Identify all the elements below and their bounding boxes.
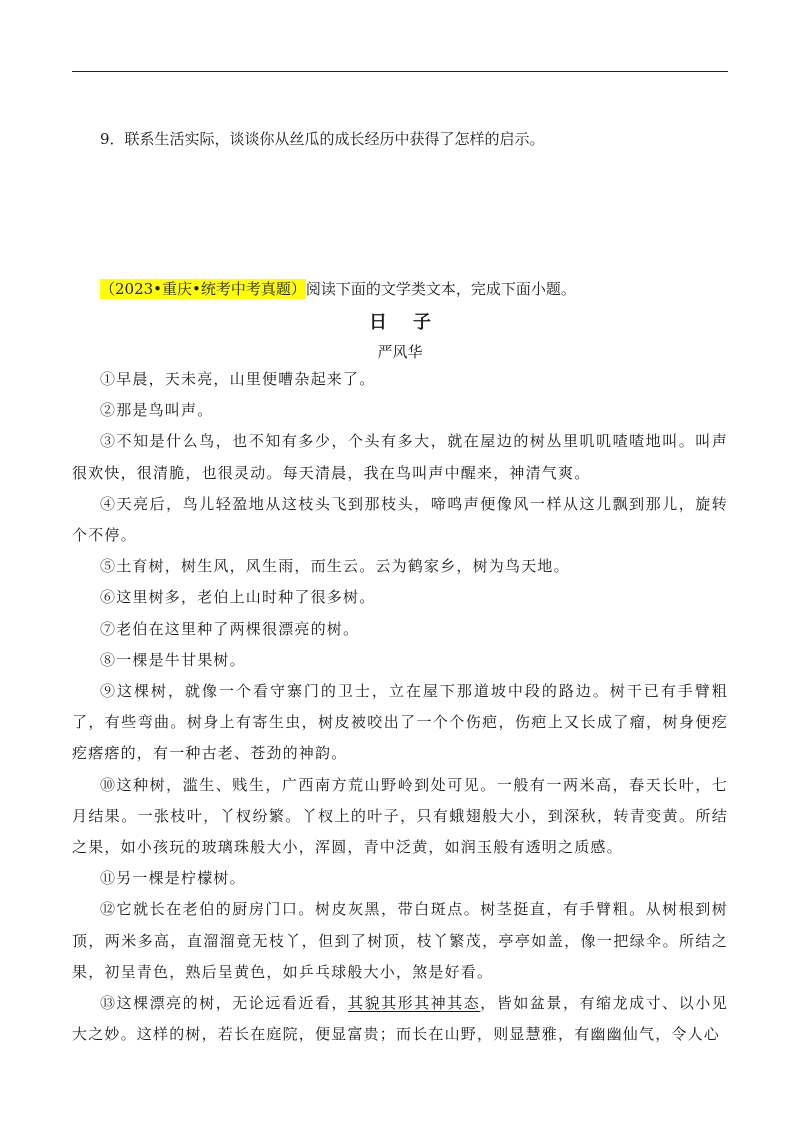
paragraph-12: ⑫它就长在老伯的厨房门口。树皮灰黑，带白斑点。树茎挺直，有手臂粗。从树根到树顶，两米多高，直溜溜竟无枝丫，但到了树顶，枝丫繁茂，亭亭如盖，像一把绿伞。所结之果，初呈青色，熟后呈黄色，如乒乓球般大小，煞是好看。 bbox=[72, 900, 728, 981]
paragraph-13 bbox=[72, 988, 728, 1050]
article-title: 日子 bbox=[369, 312, 457, 333]
paragraph-1: ①早晨，天未亮，山里便嘈杂起来了。 bbox=[100, 370, 376, 388]
paragraph-7: ⑦老伯在这里种了两棵很漂亮的树。 bbox=[100, 619, 360, 638]
paragraph-13-lead: ⑬这棵漂亮的树，无论远看近看， bbox=[100, 994, 349, 1013]
paragraph-6: ⑥这里树多，老伯上山时种了很多树。 bbox=[100, 588, 376, 607]
paragraph-10: ⑩这种树，滥生、贱生，广西南方荒山野岭到处可见。一般有一两米高，春天长叶，七月结果。一张枝叶，丫杈纷繁。丫杈上的叶子，只有蛾翅般大小，到深秋，转青变黄。所结之果，如小孩玩的玻璃珠般大小，浑圆，青中泛黄，如润玉般有透明之质感。 bbox=[72, 775, 728, 857]
paragraph-11: ⑪另一棵是柠檬树。 bbox=[100, 869, 246, 888]
paragraph-13-rest: ，皆如盆景，有缩龙成寸、以小见大之妙。这样的树，若长在庭院，便显富贵；而长在山野，则显慧雅，有幽幽仙气，令人心 bbox=[72, 994, 728, 1044]
question-9: 9．联系生活实际，谈谈你从丝瓜的成长经历中获得了怎样的启示。 bbox=[100, 130, 545, 148]
paragraph-9: ⑨这棵树，就像一个看守寨门的卫士，立在屋下那道坡中段的路边。树干已有手臂粗了，有些弯曲。树身上有寄生虫，树皮被咬出了一个个伤疤，伤疤上又长成了瘤，树身便疙疙瘩瘩的，有一种古老、苍劲的神韵。 bbox=[72, 682, 728, 763]
paragraph-8: ⑧一棵是牛甘果树。 bbox=[100, 650, 246, 669]
header-rule bbox=[72, 71, 728, 72]
article-body bbox=[72, 364, 728, 1050]
paragraph-2: ②那是鸟叫声。 bbox=[100, 401, 214, 420]
reading-intro bbox=[100, 278, 576, 300]
paragraph-3: ③不知是什么鸟，也不知有多少，个头有多大，就在屋边的树丛里叽叽喳喳地叫。叫声很欢快，很清脆，也很灵动。每天清晨，我在鸟叫声中醒来，神清气爽。 bbox=[72, 432, 728, 482]
underlined-phrase: 其貌其形其神其态 bbox=[348, 994, 481, 1013]
article-author: 严风华 bbox=[377, 343, 423, 361]
paragraph-5: ⑤土育树，树生风，风生雨，而生云。云为鹤家乡，树为鸟天地。 bbox=[100, 557, 570, 576]
reading-instruction: 阅读下面的文学类文本，完成下面小题。 bbox=[305, 280, 576, 298]
paragraph-4: ④天亮后，鸟儿轻盈地从这枝头飞到那枝头，啼鸣声便像风一样从这儿飘到那儿，旋转个不停。 bbox=[72, 494, 728, 545]
exam-source-highlight: （2023•重庆•统考中考真题） bbox=[100, 280, 306, 298]
